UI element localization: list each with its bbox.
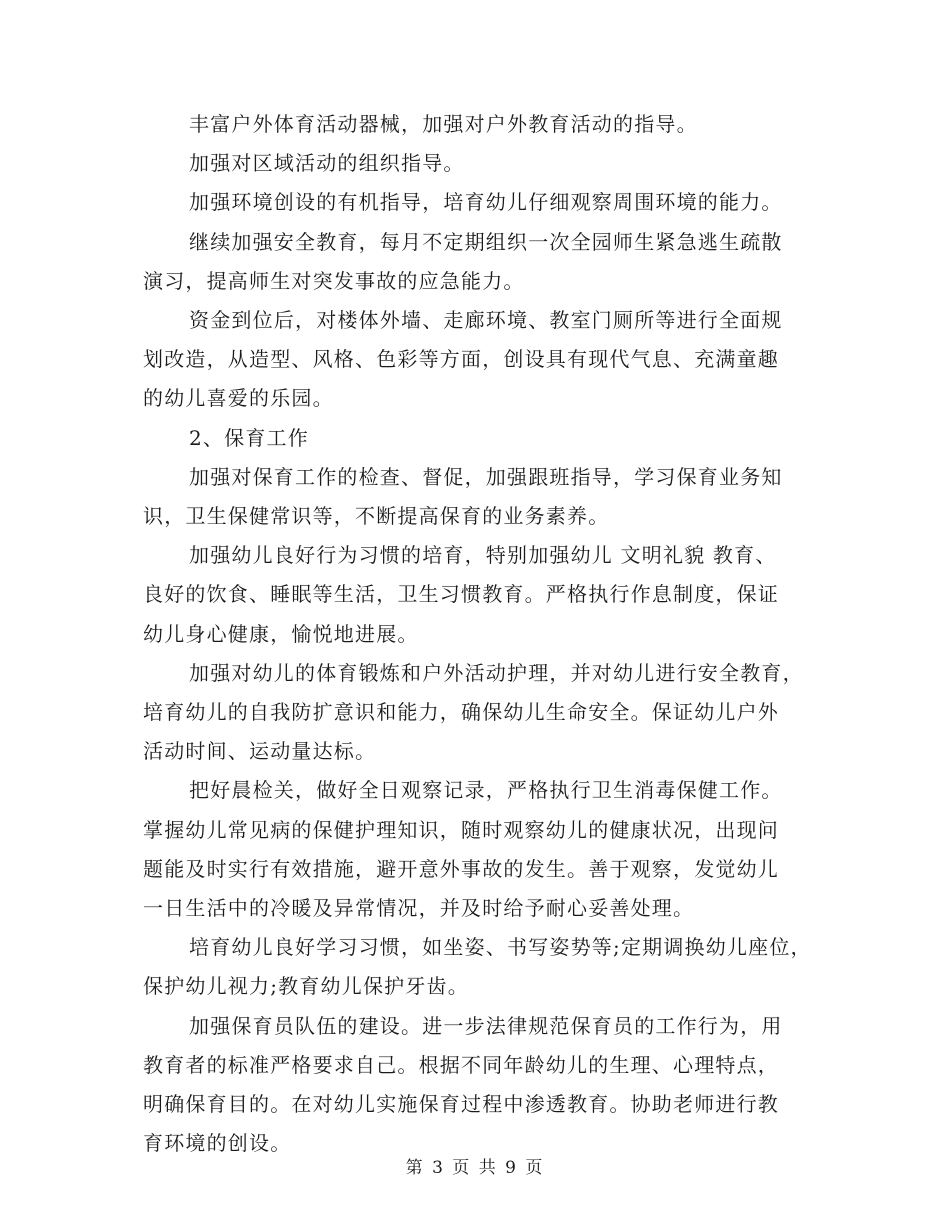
text-line: 资金到位后，对楼体外墙、走廊环境、教室门厕所等进行全面规 bbox=[189, 308, 783, 333]
text-line: 的幼儿喜爱的乐园。 bbox=[143, 386, 334, 411]
text-line: 加强对保育工作的检查、督促，加强跟班指导，学习保育业务知 bbox=[189, 464, 783, 489]
text-line: 继续加强安全教育，每月不定期组织一次全园师生紧急逃生疏散 bbox=[189, 229, 783, 254]
text-line: 一日生活中的冷暖及异常情况，并及时给予耐心妥善处理。 bbox=[143, 896, 695, 921]
text-line: 明确保育目的。在对幼儿实施保育过程中渗透教育。协助老师进行教 bbox=[143, 1092, 779, 1117]
text-line: 加强对区域活动的组织指导。 bbox=[189, 151, 465, 176]
text-line: 划改造，从造型、风格、色彩等方面，创设具有现代气息、充满童趣 bbox=[143, 347, 779, 372]
text-line: 加强对幼儿的体育锻炼和户外活动护理，并对幼儿进行安全教育， bbox=[189, 660, 804, 685]
text-line: 掌握幼儿常见病的保健护理知识，随时观察幼儿的健康状况，出现问 bbox=[143, 817, 779, 842]
text-line: 题能及时实行有效措施，避开意外事故的发生。善于观察，发觉幼儿 bbox=[143, 856, 779, 881]
text-line: 加强环境创设的有机指导，培育幼儿仔细观察周围环境的能力。 bbox=[189, 190, 783, 215]
text-line: 把好晨检关，做好全日观察记录，严格执行卫生消毒保健工作。 bbox=[189, 778, 783, 803]
text-line: 教育者的标准严格要求自己。根据不同年龄幼儿的生理、心理特点， bbox=[143, 1052, 779, 1077]
document-body bbox=[143, 105, 813, 1163]
text-line: 培育幼儿良好学习习惯，如坐姿、书写姿势等;定期调换幼儿座位， bbox=[189, 935, 812, 960]
text-line: 保护幼儿视力;教育幼儿保护牙齿。 bbox=[143, 974, 469, 999]
text-line: 演习，提高师生对突发事故的应急能力。 bbox=[143, 268, 525, 293]
text-line: 丰富户外体育活动器械，加强对户外教育活动的指导。 bbox=[189, 112, 698, 136]
text-line: 育环境的创设。 bbox=[143, 1131, 292, 1156]
text-line: 良好的饮食、睡眠等生活，卫生习惯教育。严格执行作息制度，保证 bbox=[143, 582, 779, 607]
text-line: 2、保育工作 bbox=[189, 425, 309, 450]
text-line: 加强保育员队伍的建设。进一步法律规范保育员的工作行为，用 bbox=[189, 1013, 783, 1038]
text-line: 加强幼儿良好行为习惯的培育，特别加强幼儿 文明礼貌 教育、 bbox=[189, 543, 777, 568]
page-footer: 第 3 页 共 9 页 bbox=[405, 1158, 545, 1178]
text-line: 培育幼儿的自我防扩意识和能力，确保幼儿生命安全。保证幼儿户外 bbox=[143, 700, 779, 725]
text-line: 活动时间、运动量达标。 bbox=[143, 739, 377, 764]
text-line: 幼儿身心健康，愉悦地进展。 bbox=[143, 621, 419, 646]
text-line: 识，卫生保健常识等，不断提高保育的业务素养。 bbox=[143, 504, 610, 529]
